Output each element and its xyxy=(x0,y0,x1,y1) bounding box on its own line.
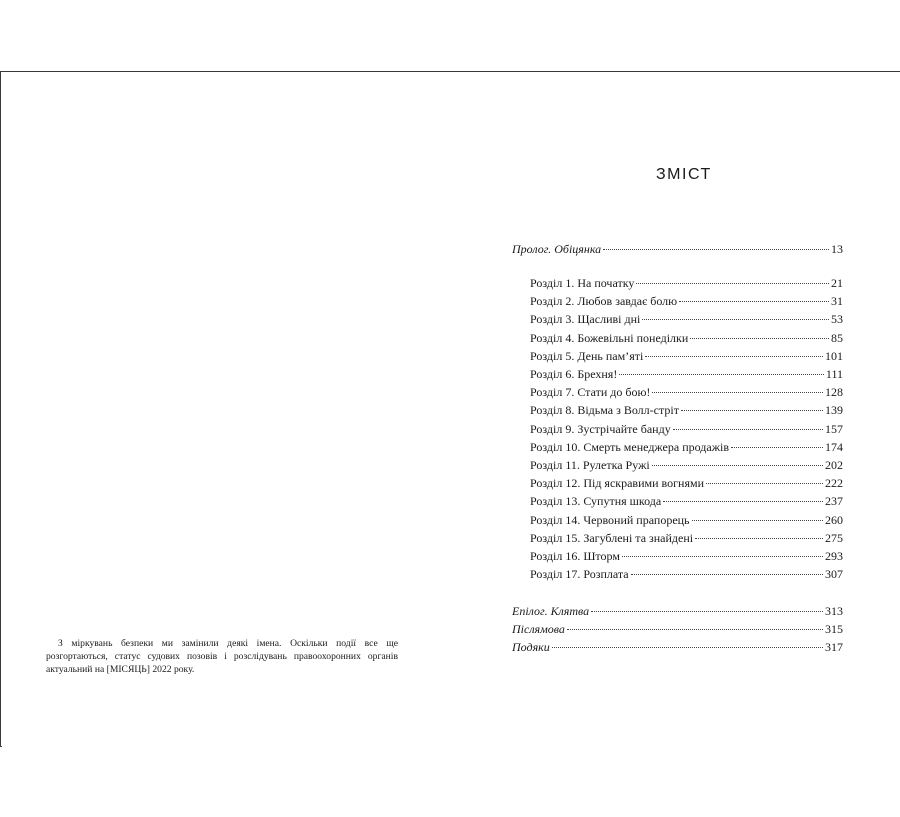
toc-leader xyxy=(567,629,823,630)
toc-entry-chapter xyxy=(530,331,843,349)
toc-leader xyxy=(552,647,823,648)
toc-leader xyxy=(652,392,823,393)
toc-entry-page: 101 xyxy=(825,348,843,363)
toc-entry-label: Розділ 6. Брехня! xyxy=(530,367,618,381)
toc-entry-backmatter xyxy=(512,604,843,622)
toc-entry-chapter xyxy=(530,549,843,567)
toc-leader xyxy=(636,283,829,284)
toc-title: ЗМІСТ xyxy=(656,166,712,183)
toc-entry-chapter xyxy=(530,422,843,440)
toc-entry-page: 13 xyxy=(831,242,843,256)
toc-leader xyxy=(690,338,829,339)
toc-entry-page: 275 xyxy=(825,530,843,545)
toc-leader xyxy=(619,374,824,375)
toc-entry-label: Розділ 1. На початку xyxy=(530,276,635,290)
toc-entry-page: 313 xyxy=(825,604,843,618)
toc-leader xyxy=(679,301,829,302)
toc-entry-label: Розділ 5. День пам’яті xyxy=(530,348,644,363)
toc-entry-label: Розділ 10. Смерть менеджера продажів xyxy=(530,439,730,454)
toc-leader xyxy=(706,483,823,484)
toc-leader xyxy=(731,447,823,448)
toc-leader xyxy=(642,319,829,320)
toc-entry-page: 307 xyxy=(825,567,843,582)
toc-entry-label: Подяки xyxy=(512,640,550,654)
toc-entry-page: 85 xyxy=(831,330,843,345)
toc-entry-label: Розділ 9. Зустрічайте банду xyxy=(530,421,671,436)
toc-entry-label: Розділ 15. Загублені та знайдені xyxy=(530,530,694,545)
toc-entry-page: 202 xyxy=(825,458,843,472)
toc-entry-page: 128 xyxy=(825,385,843,400)
toc-entry-page: 222 xyxy=(825,476,843,491)
toc-entry-page: 293 xyxy=(825,549,843,563)
toc-entry-prologue xyxy=(512,242,843,260)
toc-entry-label: Розділ 13. Супутня шкода xyxy=(530,494,662,509)
toc-entry-label: Пролог. Обіцянка xyxy=(512,242,602,256)
toc-entry-page: 53 xyxy=(831,312,843,327)
toc-entry-page: 157 xyxy=(825,421,843,436)
toc-entry-chapter xyxy=(530,440,843,458)
toc-entry-page: 31 xyxy=(831,294,843,309)
toc-leader xyxy=(695,538,823,539)
toc-entry-page: 317 xyxy=(825,640,843,654)
toc-entry-chapter xyxy=(530,312,843,330)
toc-entry-label: Розділ 7. Стати до бою! xyxy=(530,385,651,400)
toc-entry-page: 315 xyxy=(825,622,843,636)
toc-entry-chapter xyxy=(530,349,843,367)
toc-entry-label: Післямова xyxy=(512,622,565,636)
toc-entry-chapter xyxy=(530,385,843,403)
toc-entry-page: 237 xyxy=(825,494,843,509)
toc-entry-label: Розділ 17. Розплата xyxy=(530,567,629,582)
toc-leader xyxy=(591,611,823,612)
toc-entry-chapter xyxy=(530,513,843,531)
toc-entry-backmatter xyxy=(512,640,843,658)
toc-leader xyxy=(645,356,823,357)
disclaimer-text: З міркувань безпеки ми замінили деякі імена. Оскільки події все ще розгортаються, статус судових позовів і розслідувань правоохоронних органів актуальний на [МІСЯЦЬ] 2022 року. xyxy=(46,638,398,675)
toc-entry-chapter xyxy=(530,403,843,421)
toc-leader xyxy=(631,574,823,575)
toc-leader xyxy=(663,501,823,502)
toc-entry-page: 174 xyxy=(825,439,843,454)
toc-entry-chapter xyxy=(530,294,843,312)
toc-leader xyxy=(681,410,823,411)
toc-leader xyxy=(692,520,823,521)
toc-entry-chapter xyxy=(530,476,843,494)
toc-entry-label: Розділ 14. Червоний прапорець xyxy=(530,512,690,527)
toc-entry-label: Розділ 16. Шторм xyxy=(530,549,620,563)
toc-entry-backmatter xyxy=(512,622,843,640)
toc-entry-page: 111 xyxy=(825,367,843,381)
toc-entry-label: Розділ 8. Відьма з Волл-стріт xyxy=(530,403,679,418)
toc-entry-label: Розділ 11. Рулетка Ружі xyxy=(530,458,650,472)
toc-entry-chapter xyxy=(530,531,843,549)
toc-leader xyxy=(603,249,829,250)
toc-entry-label: Розділ 4. Божевільні понеділки xyxy=(530,330,689,345)
toc-leader xyxy=(652,465,823,466)
toc-entry-page: 21 xyxy=(831,276,843,290)
toc-leader xyxy=(673,429,823,430)
toc-entry-chapter xyxy=(530,458,843,476)
toc-entry-page: 139 xyxy=(825,403,843,418)
toc-entry-chapter xyxy=(530,367,843,385)
toc-entry-page: 260 xyxy=(825,512,843,527)
toc-entry-chapter xyxy=(530,494,843,512)
toc-entry-chapter xyxy=(530,567,843,585)
toc-entry-label: Розділ 2. Любов завдає болю xyxy=(530,294,678,309)
toc-entry-label: Розділ 12. Під яскравими вогнями xyxy=(530,476,704,491)
toc-entry-chapter xyxy=(530,276,843,294)
toc-entry-label: Епілог. Клятва xyxy=(512,604,590,618)
toc-entry-label: Розділ 3. Щасливі дні xyxy=(530,312,641,327)
toc-leader xyxy=(622,556,823,557)
